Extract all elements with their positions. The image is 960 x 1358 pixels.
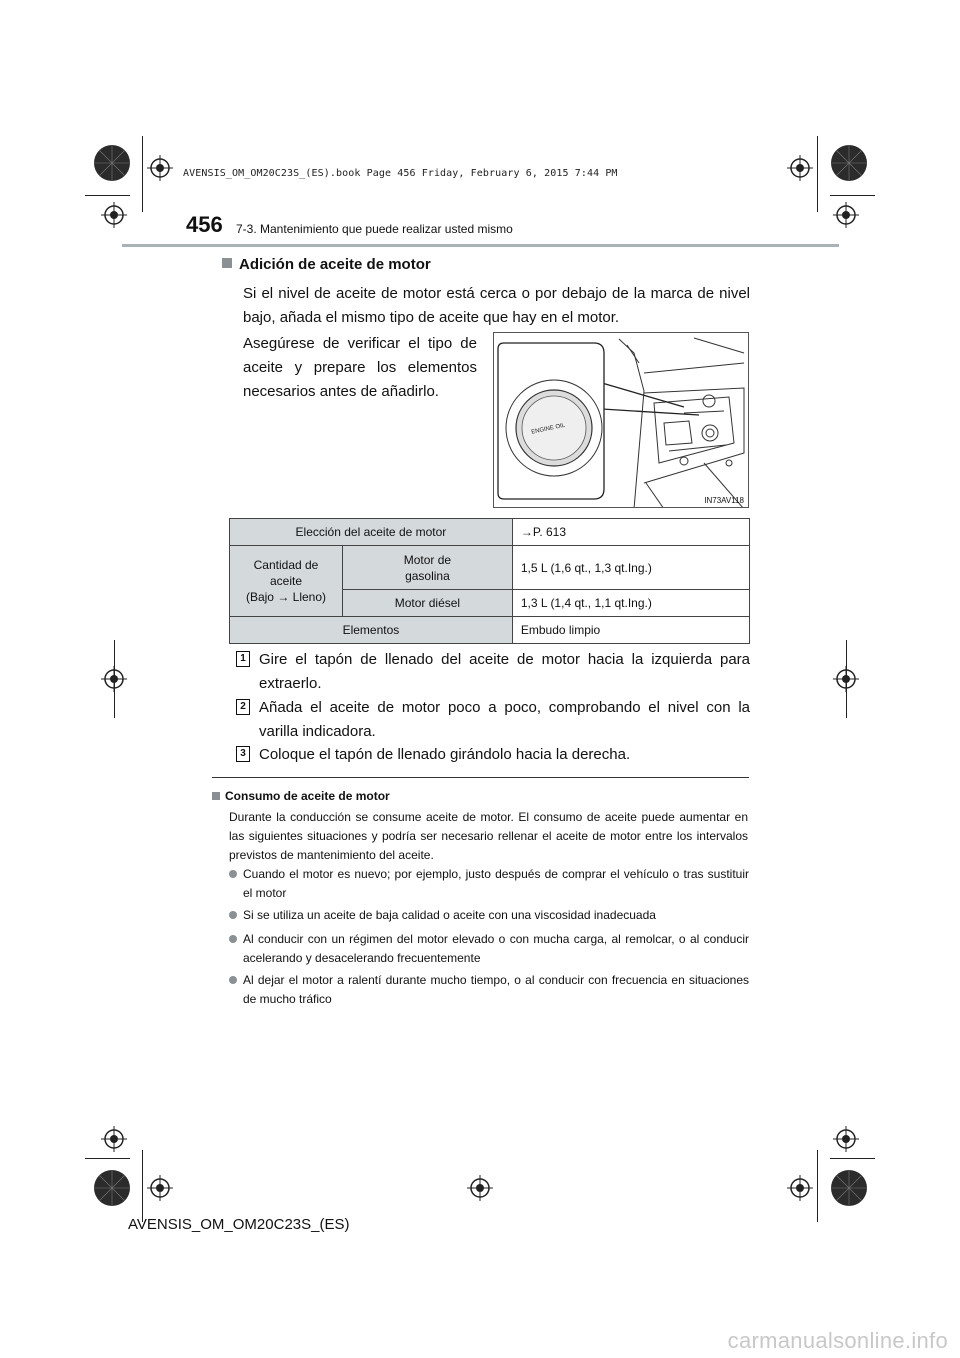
section-heading: Adición de aceite de motor	[222, 256, 431, 273]
trim-line	[114, 640, 115, 718]
registration-disc-icon	[92, 143, 132, 183]
round-bullet-icon	[229, 935, 237, 943]
crosshair-mark-icon	[147, 155, 173, 181]
table-value: Embudo limpio	[512, 617, 749, 644]
page-number: 456	[186, 212, 223, 237]
list-item: Si se utiliza un aceite de baja calidad o aceite con una viscosidad inadecuada	[243, 908, 656, 922]
crosshair-mark-icon	[787, 155, 813, 181]
table-label: Elementos	[230, 617, 513, 644]
square-bullet-icon	[212, 792, 220, 800]
engine-bay-drawing	[494, 333, 749, 508]
cap-label: ENGINE OIL	[530, 422, 566, 436]
list-item: Al conducir con un régimen del motor elevado o con mucha carga, al remolcar, o al conducir acelerando y desacelerando frecuentemente	[243, 932, 749, 965]
registration-disc-icon	[829, 143, 869, 183]
crosshair-mark-icon	[467, 1175, 493, 1201]
step-number-badge: 1	[236, 651, 250, 667]
figure-code: IN73AV118	[704, 496, 744, 505]
registration-disc-icon	[829, 1168, 869, 1208]
trim-line	[142, 136, 143, 212]
step-text: Coloque el tapón de llenado girándolo hacia la derecha.	[259, 746, 631, 763]
watermark: carmanualsonline.info	[727, 1328, 948, 1353]
crosshair-mark-icon	[101, 202, 127, 228]
step-number-badge: 3	[236, 746, 250, 762]
crosshair-mark-icon	[833, 202, 859, 228]
crosshair-mark-icon	[147, 1175, 173, 1201]
registration-disc-icon	[92, 1168, 132, 1208]
oil-spec-table	[229, 518, 750, 644]
trim-line	[85, 195, 130, 196]
trim-line	[85, 1158, 130, 1159]
crosshair-mark-icon	[833, 1126, 859, 1152]
oil-filler-cap-illustration	[493, 332, 749, 508]
header-rule	[122, 244, 839, 247]
trim-line	[830, 195, 875, 196]
table-value: 1,3 L (1,4 qt., 1,1 qt.Ing.)	[512, 590, 749, 617]
table-value: 1,5 L (1,6 qt., 1,3 qt.Ing.)	[512, 546, 749, 590]
table-label: Motor diésel	[343, 590, 513, 617]
round-bullet-icon	[229, 870, 237, 878]
square-bullet-icon	[222, 258, 232, 268]
intro-paragraph: Si el nivel de aceite de motor está cerca o por debajo de la marca de nivel bajo, añada el mismo tipo de aceite que hay en el motor.	[243, 285, 750, 326]
step-text: Gire el tapón de llenado del aceite de motor hacia la izquierda para extraerlo.	[259, 651, 750, 692]
notes-intro: Durante la conducción se consume aceite de motor. El consumo de aceite puede aumentar en las siguientes situaciones y podría ser necesario rellenar el aceite de motor entre los intervalos previstos de mantenimiento del aceite.	[229, 810, 748, 862]
step-number-badge: 2	[236, 699, 250, 715]
list-item: Cuando el motor es nuevo; por ejemplo, justo después de comprar el vehículo o tras sustituir el motor	[243, 867, 749, 900]
footer-doc-code: AVENSIS_OM_OM20C23S_(ES)	[128, 1216, 350, 1233]
round-bullet-icon	[229, 911, 237, 919]
notes-heading: Consumo de aceite de motor	[212, 789, 390, 803]
trim-line	[817, 136, 818, 212]
section-title: 7-3. Mantenimiento que puede realizar usted mismo	[236, 222, 513, 236]
print-book-info: AVENSIS_OM_OM20C23S_(ES).book Page 456 Friday, February 6, 2015 7:44 PM	[183, 168, 618, 179]
check-paragraph: Asegúrese de verificar el tipo de aceite y prepare los elementos necesarios antes de añadirlo.	[243, 335, 477, 400]
crosshair-mark-icon	[787, 1175, 813, 1201]
step-text: Añada el aceite de motor poco a poco, comprobando el nivel con la varilla indicadora.	[259, 699, 750, 740]
trim-line	[846, 640, 847, 718]
round-bullet-icon	[229, 976, 237, 984]
table-value: →P. 613	[512, 519, 749, 546]
table-label: Motor de gasolina	[343, 546, 513, 590]
list-item: Al dejar el motor a ralentí durante mucho tiempo, o al conducir con frecuencia en situaciones de mucho tráfico	[243, 973, 749, 1006]
trim-line	[830, 1158, 875, 1159]
crosshair-mark-icon	[101, 1126, 127, 1152]
table-label: Cantidad de aceite (Bajo → Lleno)	[230, 546, 343, 617]
table-label: Elección del aceite de motor	[230, 519, 513, 546]
notes-divider	[212, 777, 749, 778]
trim-line	[142, 1150, 143, 1222]
trim-line	[817, 1150, 818, 1222]
